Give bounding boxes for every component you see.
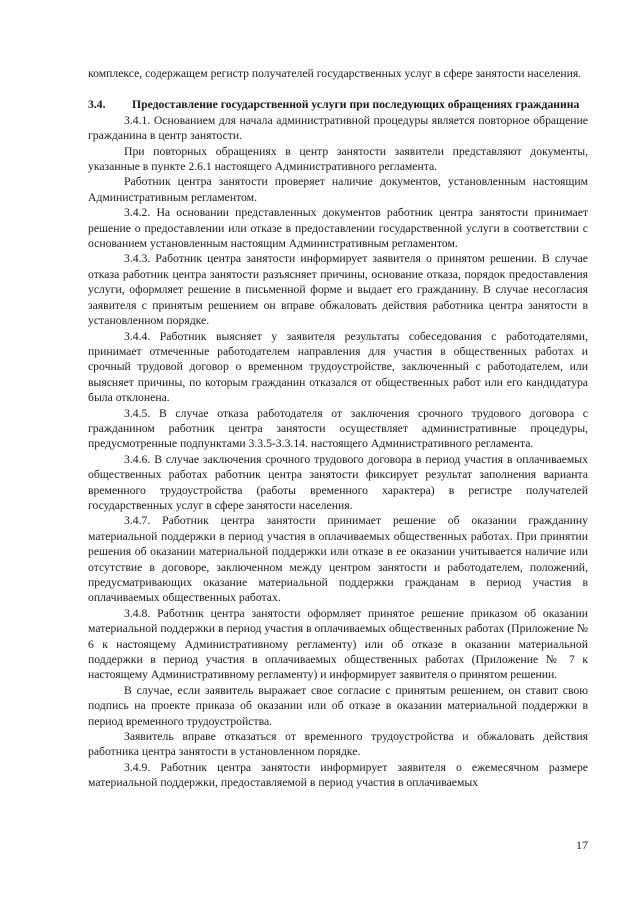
paragraph-3-4-8: 3.4.8. Работник центра занятости оформляет принятое решение приказом об оказании материальной поддержки в период участия в оплачиваемых общественных работах (Приложение № 6 к настоящему Административному регламенту) или об отказе в оказании материальной поддержки в период участия в оплачиваемых общественных работах (Приложение № 7 к настоящему Административному регламенту) и информирует заявителя о принятом решении. (88, 606, 588, 682)
paragraph-refusal: Заявитель вправе отказаться от временного трудоустройства и обжаловать действия работника центра занятости в установленном порядке. (88, 730, 588, 759)
section-title: Предоставление государственной услуги при последующих обращениях гражданина (132, 98, 580, 112)
paragraph-3-4-1: 3.4.1. Основанием для начала административной процедуры является повторное обращение гражданина в центр занятости. (88, 113, 588, 143)
section-heading (88, 97, 588, 112)
paragraph-3-4-4: 3.4.4. Работник выясняет у заявителя результаты собеседования с работодателями, принимает отмеченные работодателем направления для участия в общественных работах и срочный трудовой договор о временном трудоустройстве, заключенный с работодателем, или выясняет причины, по которым гражданин отказался от общественных работ или его кандидатура была отклонена. (88, 329, 588, 405)
paragraph-3-4-3: 3.4.3. Работник центра занятости информирует заявителя о принятом решении. В случае отказа работник центра занятости разъясняет причины, основание отказа, порядок предоставления услуги, оформляет решение в письменной форме и выдает его гражданину. В случае несогласия заявителя с принятым решением он вправе обжаловать действия работника центра занятости в установленном порядке. (88, 252, 588, 328)
document-body (88, 66, 588, 791)
paragraph-consent: В случае, если заявитель выражает свое согласие с принятым решением, он ставит свою подпись на проекте приказа об оказании или об отказе в оказании материальной поддержки в период временного трудоустройства. (88, 683, 588, 728)
intro-paragraph: комплексе, содержащем регистр получателей государственных услуг в сфере занятости населения. (88, 67, 582, 80)
paragraph-3-4-9: 3.4.9. Работник центра занятости информирует заявителя о ежемесячном размере материальной поддержки, предоставляемой в период участия в оплачиваемых (88, 760, 588, 790)
paragraph-3-4-5: 3.4.5. В случае отказа работодателя от заключения срочного трудового договора с гражданином работник центра занятости осуществляет административные процедуры, предусмотренные подпунктами 3.3.5-3.3.14. настоящего Административного регламента. (88, 406, 588, 451)
paragraph-3-4-7: 3.4.7. Работник центра занятости принимает решение об оказании гражданину материальной поддержки в период участия в оплачиваемых общественных работах. При принятии решения об оказании материальной поддержки или отказе в ее оказании учитывается наличие или отсутствие в договоре, заключенном между центром занятости и работодателем, положений, предусматривающих оказание материальной поддержки гражданам в период участия в оплачиваемых общественных работах. (88, 514, 588, 605)
page-number: 17 (576, 838, 588, 852)
paragraph-3-4-2: 3.4.2. На основании представленных документов работник центра занятости принимает решение о предоставлении или отказе в предоставлении государственной услуги в соответствии с основанием установленным настоящим Административным регламентом. (88, 206, 588, 251)
paragraph-documents: При повторных обращениях в центр занятости заявители представляют документы, указанные в пункте 2.6.1 настоящего Административного регламента. (88, 144, 588, 174)
paragraph-3-4-6: 3.4.6. В случае заключения срочного трудового договора в период участия в оплачиваемых общественных работах работник центра занятости фиксирует результат заполнения варианта временного трудоустройства (работы временного характера) в регистре получателей государственных услуг в сфере занятости населения. (88, 452, 588, 512)
section-number: 3.4. (88, 98, 106, 112)
paragraph-check: Работник центра занятости проверяет наличие документов, установленным настоящим Административным регламентом. (88, 175, 588, 204)
